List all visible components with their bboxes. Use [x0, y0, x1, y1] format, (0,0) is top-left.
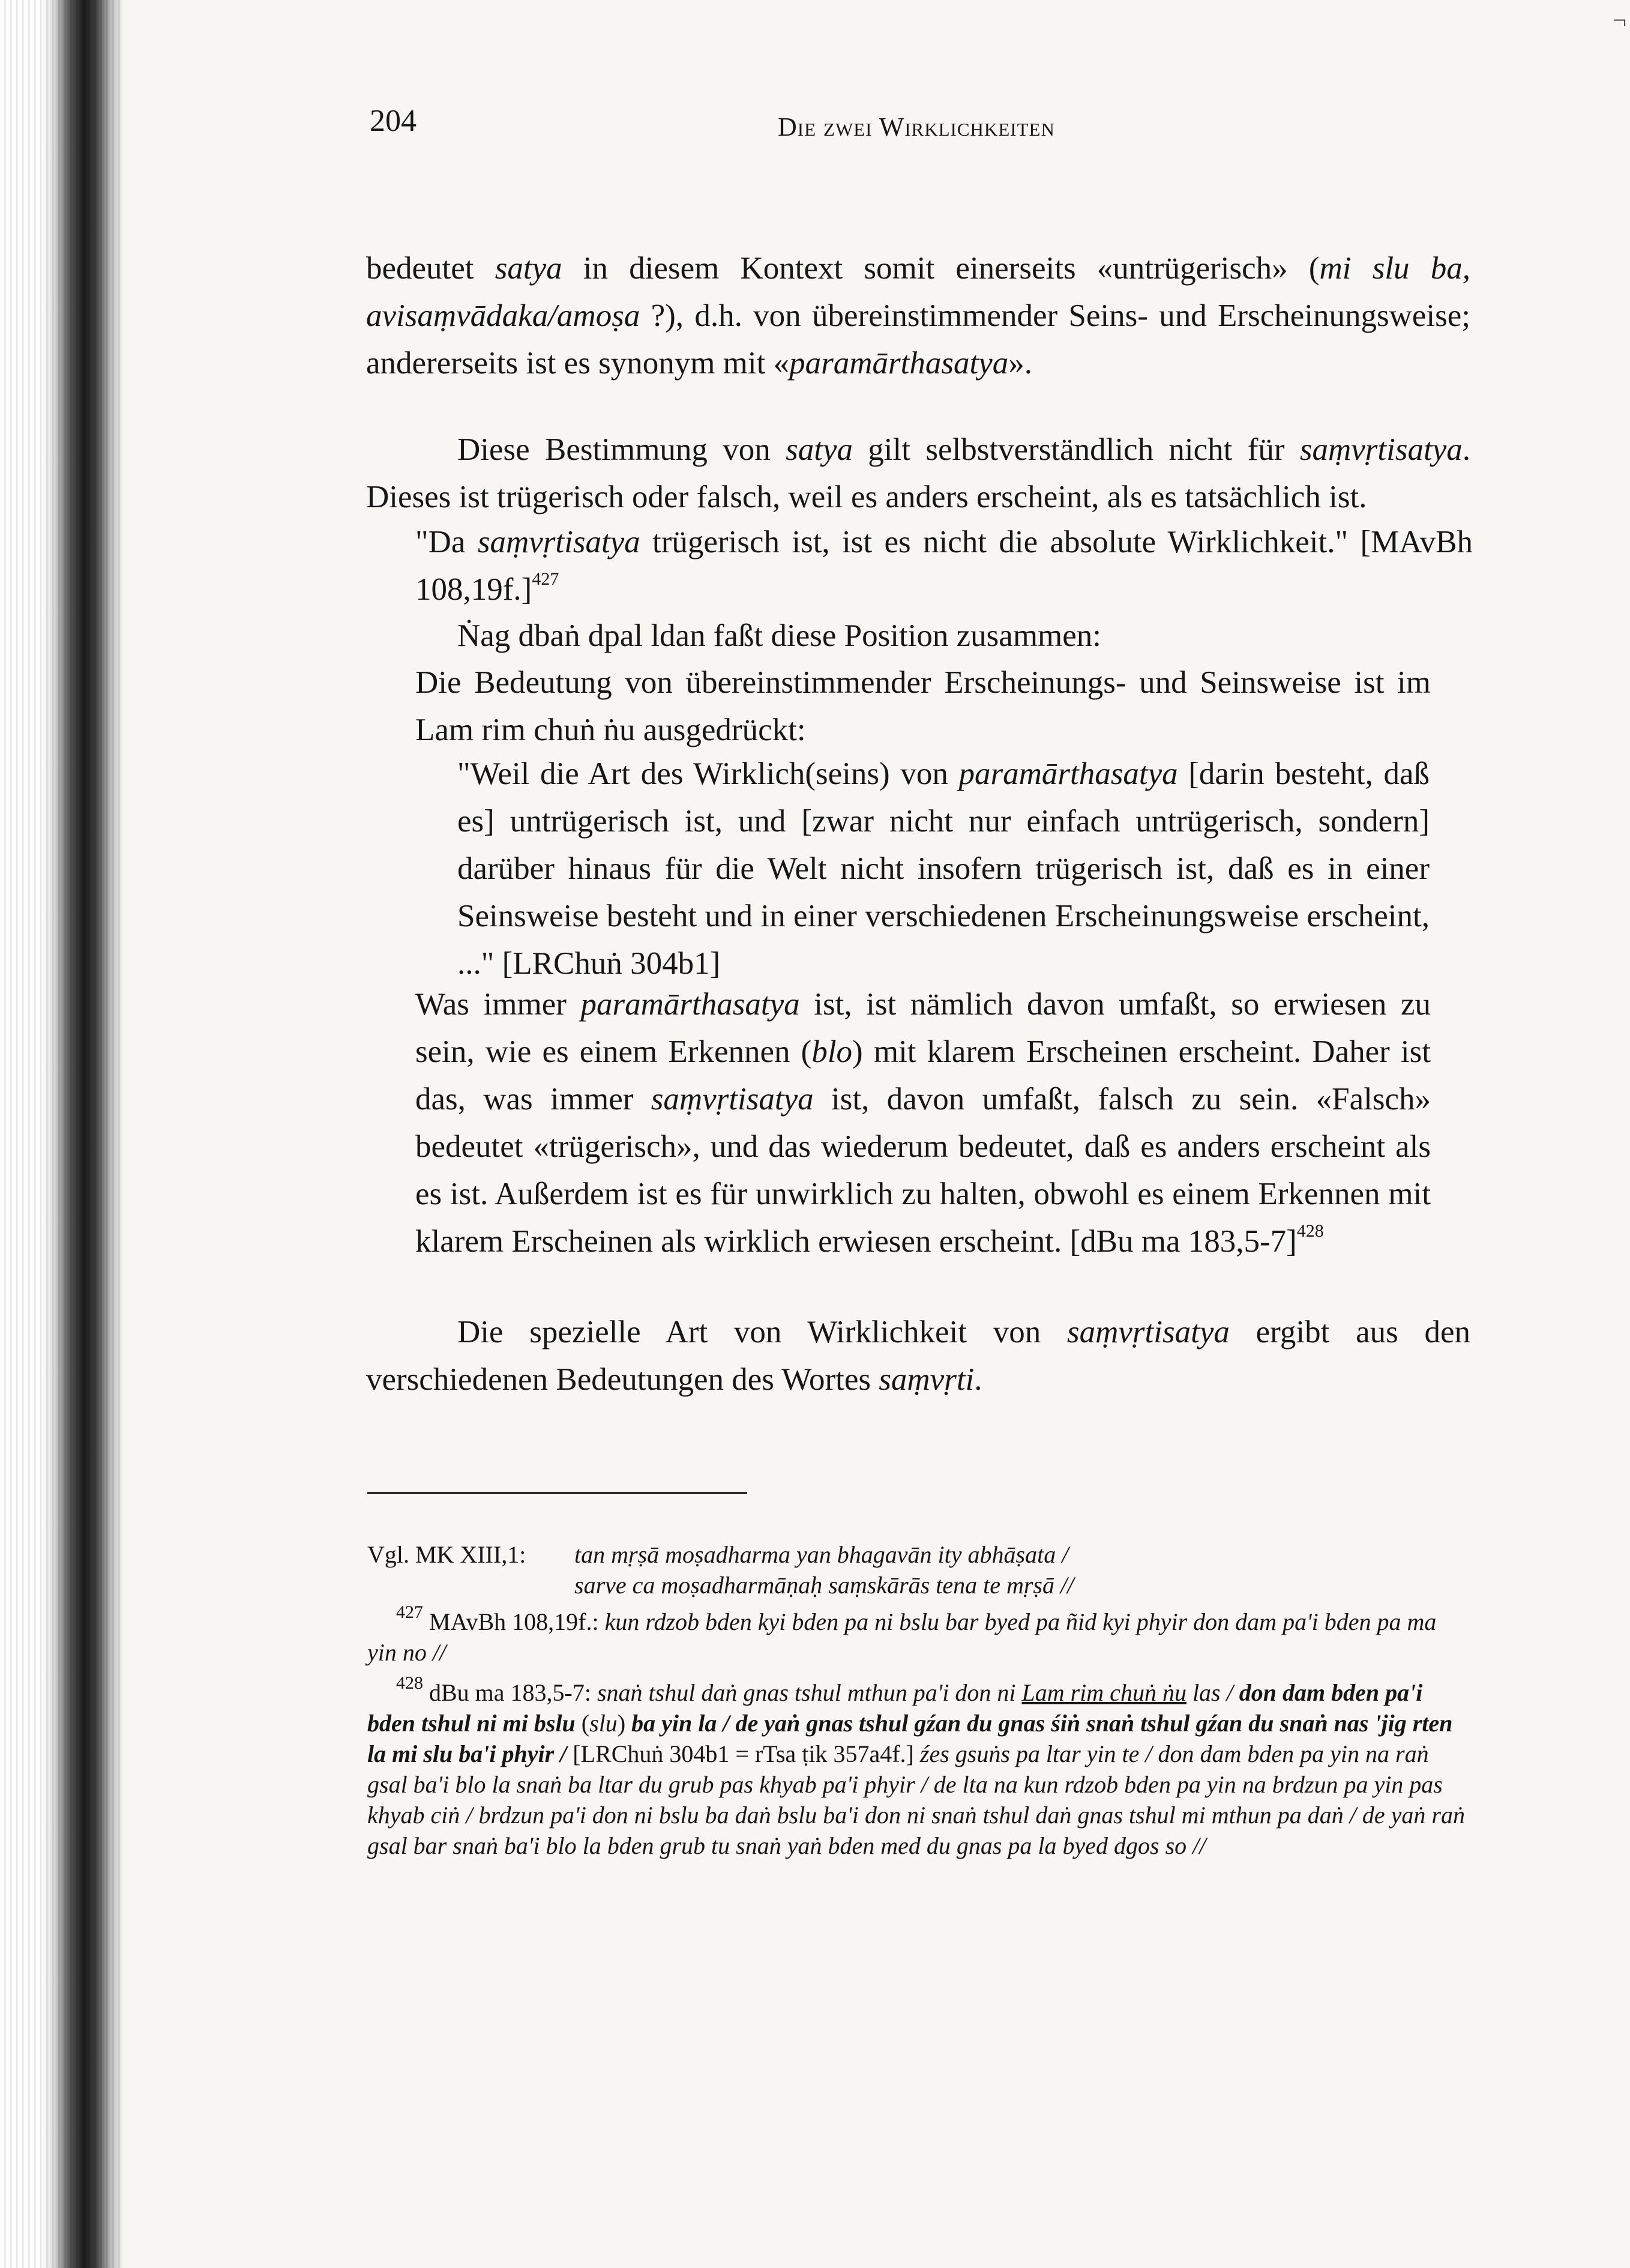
text-run: . Dieses ist trügerisch oder falsch, weil es anders erscheint, als es tatsächlich ist. — [366, 432, 1470, 514]
term-tibetan-sanskrit: mi slu ba, avisaṃvādaka/amoṣa — [366, 251, 1470, 333]
text-run: bedeutet — [366, 251, 495, 286]
term-samvrtisatya: saṃvṛtisatya — [1067, 1315, 1230, 1350]
binding-texture — [0, 0, 123, 2268]
verse-line-2: sarve ca moṣadharmāṇaḥ saṃskārās tena te mṛṣā // — [574, 1572, 1074, 1599]
paragraph-5 — [415, 981, 1431, 1265]
tibetan-text: las / — [1186, 1679, 1239, 1706]
quote-1 — [415, 519, 1473, 614]
page-number: 204 — [370, 104, 417, 138]
text-run: ist, davon umfaßt, falsch zu sein. «Falsch» bedeutet «trügerisch», und das wiederum bedeutet, daß es anders erscheint als es ist. Außerdem ist es für unwirklich zu halten, obwohl es einem Erkennen mit klarem Erscheinen als wirklich erwiesen erscheint. [dBu ma 183,5-7] — [415, 1082, 1431, 1259]
verse-line-1: tan mṛṣā moṣadharma yan bhagavān ity abhāṣata / — [574, 1541, 1069, 1568]
text-run: trügerisch ist, ist es nicht die absolute Wirklichkeit." [MAvBh 108,19f.] — [415, 525, 1473, 607]
text-run: ) mit klarem Erscheinen erscheint. Daher ist das, was immer — [415, 1034, 1431, 1117]
text-run: ». — [1008, 346, 1032, 381]
footnote-vgl — [367, 1539, 1469, 1600]
footnote-ref-428: 428 — [1296, 1221, 1324, 1241]
text-run: ergibt aus den verschiedenen Bedeutungen des Wortes — [366, 1315, 1471, 1397]
term-paramarthasatya: paramārthasatya — [789, 346, 1009, 381]
text-run: ?), d.h. von übereinstimmender Seins- und Erscheinungsweise; andererseits ist es synonym mit « — [366, 298, 1470, 381]
footnote-427 — [367, 1602, 1469, 1668]
footnote-number: 428 — [396, 1672, 423, 1693]
tibetan-text: snaṅ tshul daṅ gnas tshul mthun pa'i don ni — [597, 1679, 1022, 1706]
footnote-divider — [367, 1492, 747, 1494]
bold-tibetan-text: don dam bden pa'i bden tshul ni mi bslu — [367, 1679, 1423, 1737]
term-satya: satya — [495, 251, 562, 286]
text-run: in diesem Kontext somit einerseits «untrügerisch» ( — [562, 251, 1320, 286]
text-run: ( — [575, 1710, 590, 1737]
tibetan-text: źes gsuṅs pa ltar yin te / don dam bden pa yin na raṅ gsal ba'i blo la snaṅ ba ltar du grub pas khyab pa'i phyir / de lta na kun rdzob bden pa yin na brdzun pa yin pas khyab ciṅ / brdzun pa'i don ni bslu ba daṅ bslu ba'i don ni snaṅ tshul daṅ gnas tshul mi mthun pa daṅ / de yaṅ raṅ gsal bar snaṅ ba'i blo la bden grub tu snaṅ yaṅ bden med du gnas pa la byed dgos so // — [367, 1740, 1465, 1859]
quote-2 — [457, 750, 1430, 988]
footnote-number: 427 — [396, 1602, 423, 1622]
term-samvrtisatya: saṃvṛtisatya — [477, 525, 640, 559]
term-samvrtisatya: saṃvṛtisatya — [651, 1082, 814, 1117]
text-run: "Weil die Art des Wirklich(seins) von — [457, 756, 959, 791]
term-blo: blo — [811, 1034, 853, 1069]
text-run: ist, ist nämlich davon umfaßt, so erwiesen zu sein, wie es einem Erkennen ( — [415, 987, 1431, 1069]
underlined-title: Lam rim chuṅ ṅu — [1021, 1679, 1186, 1706]
term-samvrti: saṃvṛti — [879, 1362, 975, 1397]
term-paramarthasatya: paramārthasatya — [580, 987, 800, 1022]
paragraph-1 — [366, 245, 1470, 387]
term-samvrtisatya: saṃvṛtisatya — [1299, 432, 1463, 467]
text-run: . — [974, 1362, 982, 1397]
paragraph-3-text: Ṅag dbaṅ dpal ldan faßt diese Position zusammen: — [457, 618, 1102, 653]
paragraph-2 — [366, 426, 1470, 521]
footnote-428 — [367, 1672, 1469, 1861]
text-run: "Da — [415, 525, 478, 559]
footnote-vgl-verse — [574, 1539, 1074, 1600]
text-run: Was immer — [415, 987, 581, 1022]
text-run: Diese Bestimmung von — [457, 432, 786, 467]
footnote-vgl-label: Vgl. MK XIII,1: — [367, 1541, 526, 1568]
term-satya: satya — [786, 432, 853, 467]
text-run: Die spezielle Art von Wirklichkeit von — [457, 1315, 1067, 1350]
running-title: Die zwei Wirklichkeiten — [778, 112, 1055, 142]
term-paramarthasatya: paramārthasatya — [958, 756, 1178, 791]
paragraph-3 — [457, 612, 1473, 660]
text-run: [LRChuṅ 304b1 = rTsa ṭik 357a4f.] — [567, 1740, 920, 1767]
tibetan-text: kun rdzob bden kyi bden pa ni bslu bar byed pa ñid kyi phyir don dam pa'i bden pa ma yin no // — [367, 1608, 1437, 1666]
paragraph-4 — [415, 659, 1431, 754]
text-run: [darin besteht, daß es] untrügerisch ist, und [zwar nicht nur einfach untrügerisch, sondern] darüber hinaus für die Welt nicht insofern trügerisch ist, daß es in einer Seinsweise besteht und in einer verschiedenen Erscheinungsweise erscheint, ..." [LRChuṅ 304b1] — [457, 756, 1430, 981]
paragraph-6 — [366, 1309, 1470, 1404]
tibetan-text: slu — [589, 1710, 618, 1737]
text-run: dBu ma 183,5-7: — [423, 1679, 597, 1706]
text-run: gilt selbstverständlich nicht für — [852, 432, 1300, 467]
footnote-ref-427: 427 — [532, 569, 559, 590]
text-run: ) — [617, 1710, 632, 1737]
paragraph-4-text: Die Bedeutung von übereinstimmender Erscheinungs- und Seinsweise ist im Lam rim chuṅ ṅu ausgedrückt: — [415, 665, 1431, 747]
bold-tibetan-text: ba yin la / de yaṅ gnas tshul gźan du gnas śiṅ snaṅ tshul gźan du snaṅ nas 'jig rten la mi slu ba'i phyir / — [367, 1710, 1453, 1767]
text-run: MAvBh 108,19f.: — [423, 1608, 605, 1635]
scan-mark: ¬ — [1613, 7, 1626, 34]
